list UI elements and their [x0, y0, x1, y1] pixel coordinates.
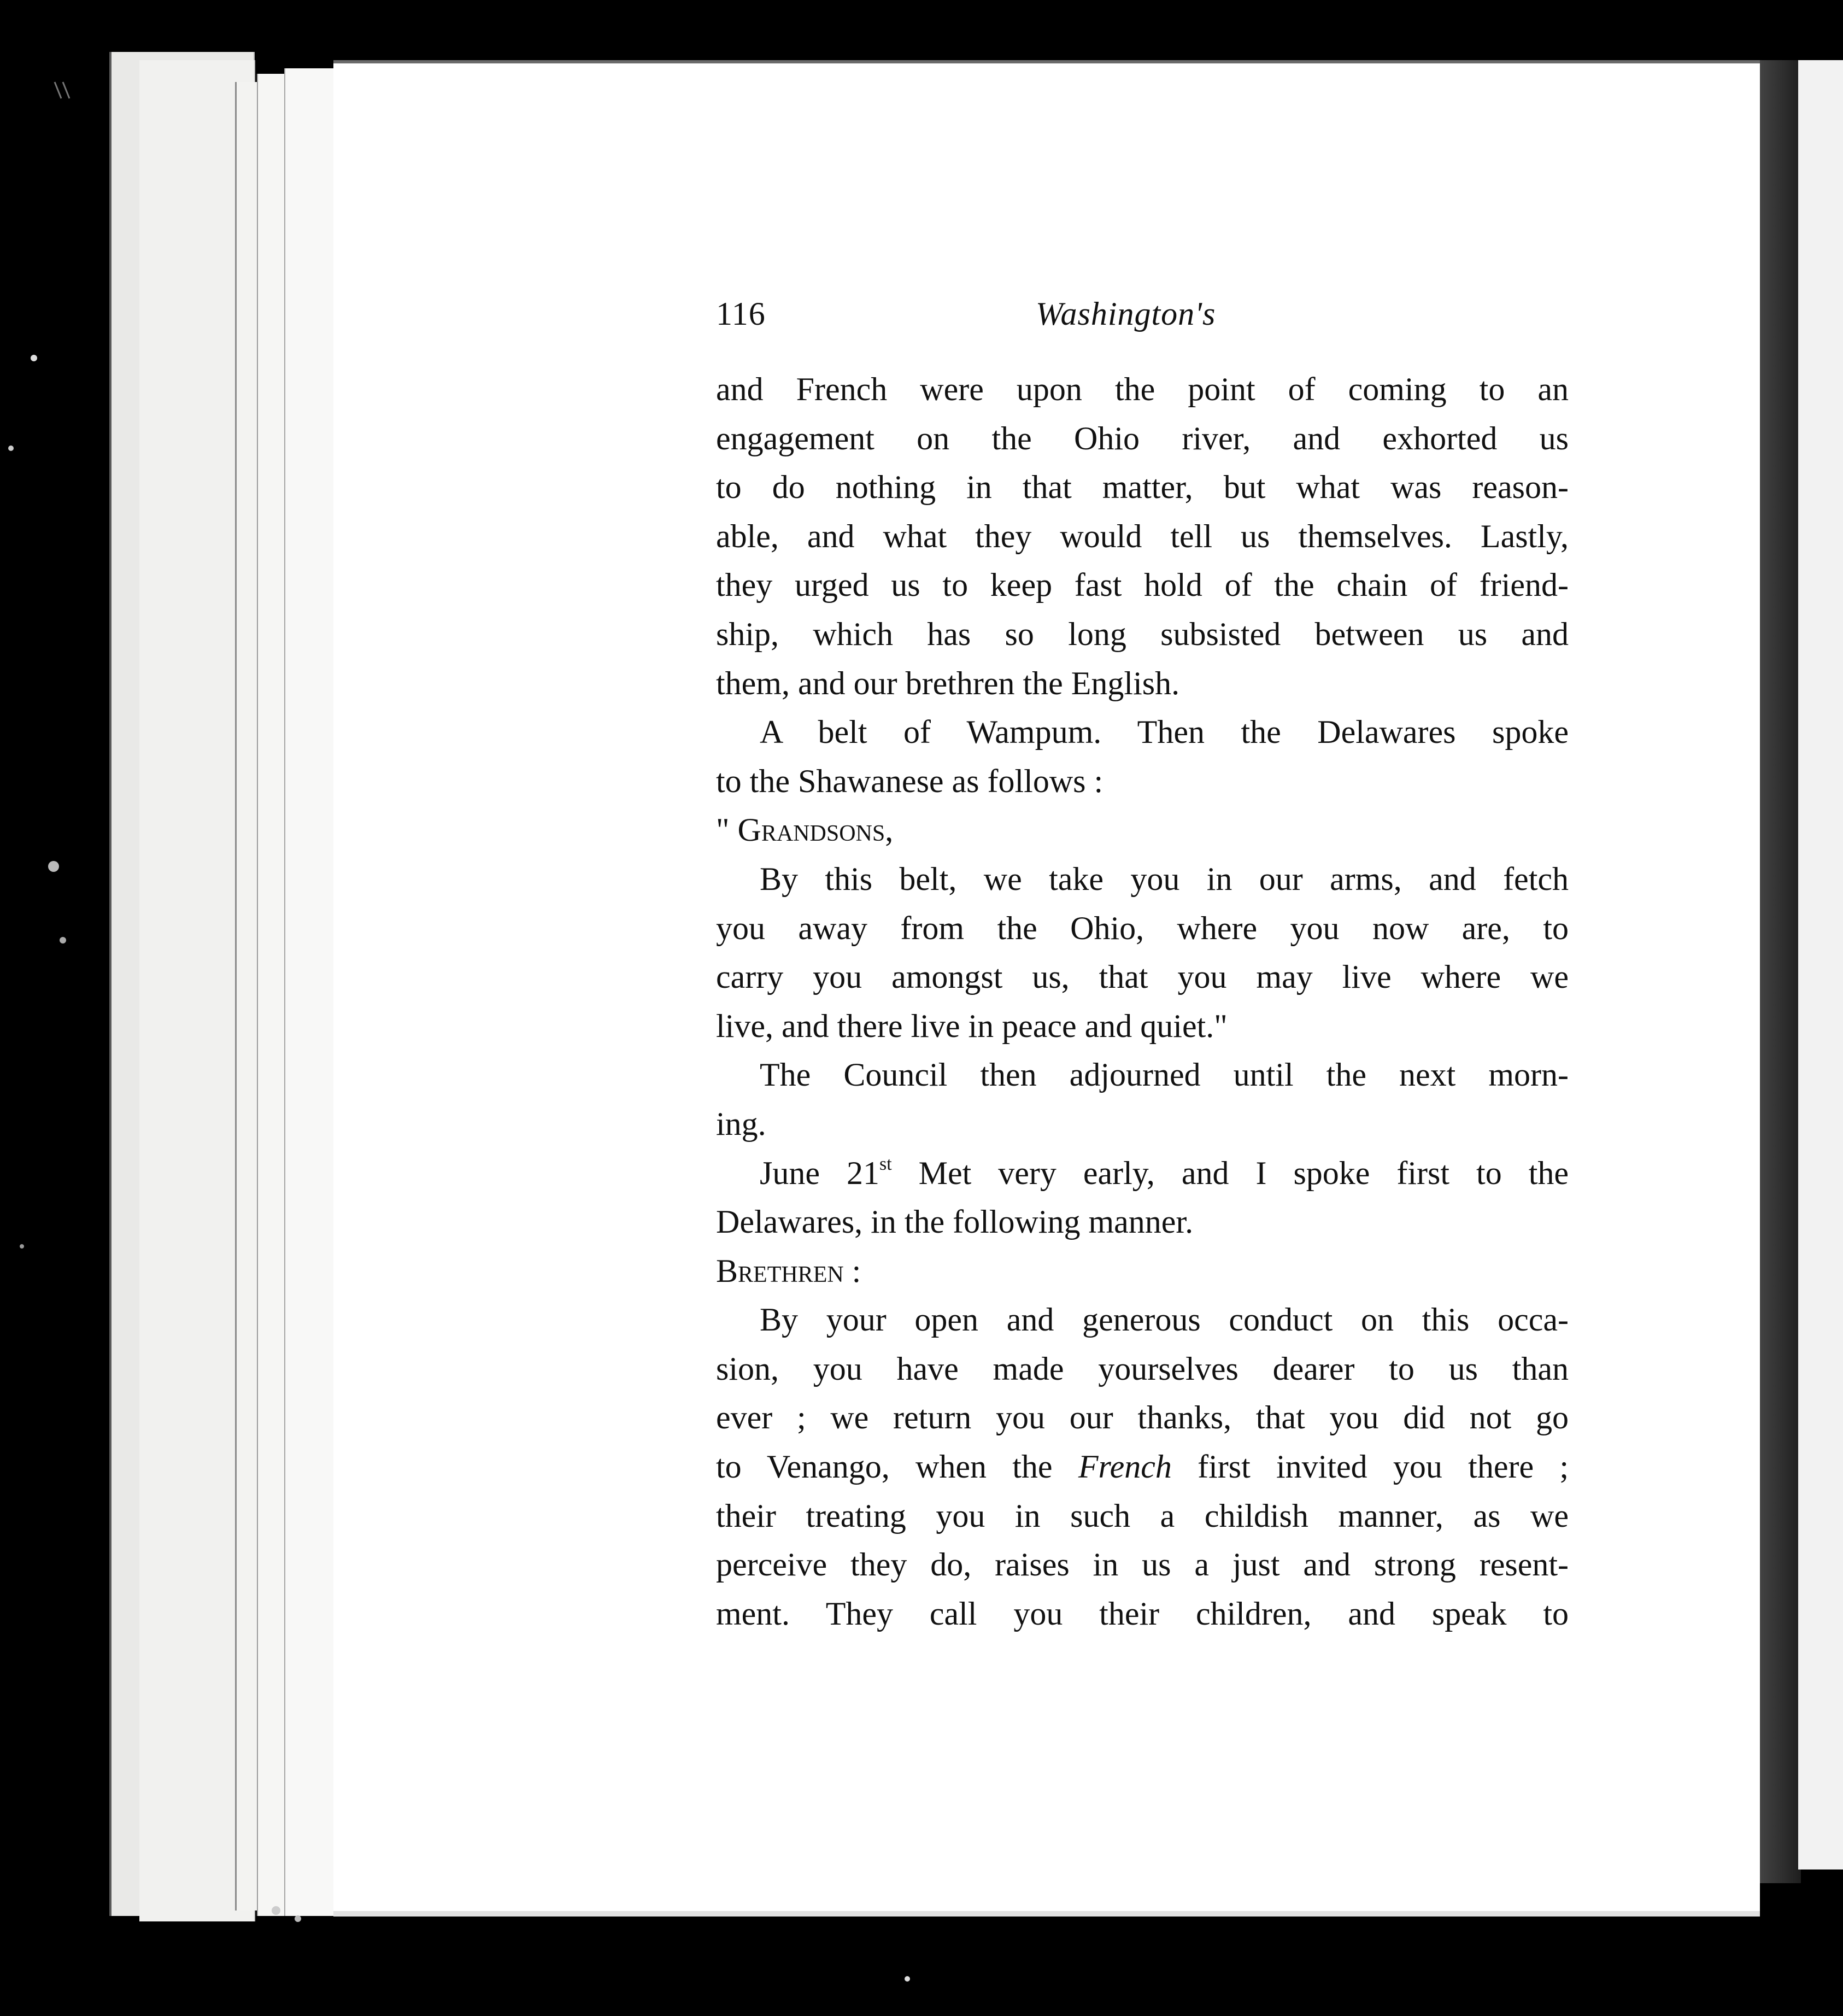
text-line: ing. — [716, 1105, 766, 1142]
salutation-heading: " Grandsons, — [716, 812, 894, 848]
salutation-heading: Brethren : — [716, 1252, 861, 1289]
text-line: you away from the Ohio, where you now are, to — [716, 910, 1569, 946]
text-line: By this belt, we take you in our arms, and fetch — [760, 860, 1569, 897]
text-line: ship, which has so long subsisted between us and — [716, 616, 1569, 652]
text-segment: to Venango, when the — [716, 1449, 1078, 1485]
text-line: By your open and generous conduct on this occa- — [760, 1302, 1569, 1338]
text-line: carry you amongst us, that you may live where we — [716, 959, 1569, 995]
text-line: ment. They call you their children, and speak to — [716, 1595, 1569, 1632]
text-line: to do nothing in that matter, but what was reason- — [716, 469, 1569, 506]
page-edge — [284, 68, 341, 1916]
text-line: them, and our brethren the English. — [716, 665, 1180, 701]
text-line: perceive they do, raises in us a just and strong resent- — [716, 1546, 1569, 1583]
text-line: to the Shawanese as follows : — [716, 763, 1104, 799]
text-line — [716, 1443, 1569, 1492]
text-line: their treating you in such a childish manner, as we — [716, 1497, 1569, 1534]
text-line: engagement on the Ohio river, and exhorted us — [716, 420, 1569, 456]
date-superscript: st — [879, 1153, 892, 1174]
text-line: sion, you have made yourselves dearer to us than — [716, 1350, 1569, 1387]
text-line: The Council then adjourned until the next morn- — [760, 1057, 1569, 1093]
date-text: June 21 — [760, 1154, 879, 1191]
text-segment: first invited you there ; — [1171, 1449, 1569, 1485]
text-segment: Met very early, and I spoke first to the — [891, 1154, 1569, 1191]
body-text — [716, 365, 1569, 1638]
facing-page-edge — [1798, 60, 1843, 1870]
text-line: they urged us to keep fast hold of the chain of friend- — [716, 567, 1569, 603]
text-line: live, and there live in peace and quiet." — [716, 1007, 1228, 1044]
running-head — [716, 295, 1241, 339]
text-line: A belt of Wampum. Then the Delawares spoke — [760, 714, 1569, 751]
text-line: Delawares, in the following manner. — [716, 1204, 1194, 1240]
text-line: able, and what they would tell us themselves. Lastly, — [716, 518, 1569, 554]
text-line: ever ; we return you our thanks, that you did not go — [716, 1399, 1569, 1436]
text-line — [716, 1149, 1569, 1198]
running-title: Washington's — [1036, 296, 1216, 332]
italic-word: French — [1078, 1449, 1172, 1485]
page-number: 116 — [716, 296, 766, 332]
text-line: and French were upon the point of coming to an — [716, 371, 1569, 407]
